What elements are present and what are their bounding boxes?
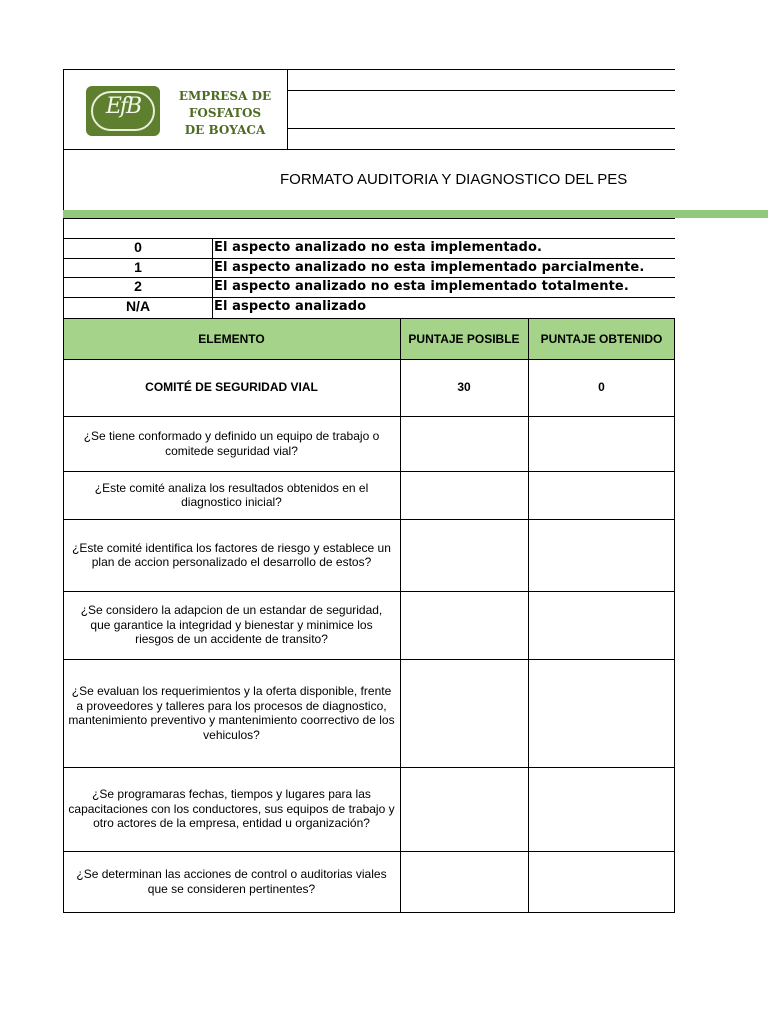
column-header-puntaje-obtenido: PUNTAJE OBTENIDO bbox=[540, 331, 663, 346]
logo-letters: EfB bbox=[105, 94, 141, 119]
question-row-6: ¿Se programaras fechas, tiempos y lugares para las capacitaciones con los conductores, sus equipos de trabajo y otro actores de la empresa, entidad u organización? bbox=[68, 787, 395, 831]
question-row-3: ¿Este comité identifica los factores de riesgo y establece un plan de accion personalizado el desarrollo de estos? bbox=[72, 540, 391, 569]
legend-desc-0: El aspecto analizado no esta implementado. bbox=[214, 240, 543, 255]
legend-code-0: 0 bbox=[134, 239, 142, 255]
legend-code-2: 2 bbox=[134, 278, 142, 294]
header-line-1 bbox=[287, 90, 675, 91]
section-puntaje-obtenido: 0 bbox=[598, 380, 605, 395]
question-row-5: ¿Se evaluan los requerimientos y la oferta disponible, frente a proveedores y talleres para los procesos de diagnostico, mantenimiento preventivo y mantenimiento coorrectivo de los vehiculos? bbox=[68, 684, 395, 742]
question-row-4: ¿Se considero la adapcion de un estandar de seguridad, que garantice la integridad y bienestar y minimice los riesgos de un accidente de transito? bbox=[80, 603, 383, 647]
section-puntaje-posible: 30 bbox=[457, 380, 471, 395]
company-name-line3: DE BOYACA bbox=[184, 123, 266, 137]
legend-desc-2: El aspecto analizado no esta implementado totalmente. bbox=[214, 279, 629, 294]
question-row-1: ¿Se tiene conformado y definido un equipo de trabajo o comitede seguridad vial? bbox=[83, 429, 380, 458]
section-element: COMITÉ DE SEGURIDAD VIAL bbox=[145, 380, 318, 395]
company-name-line1: EMPRESA DE bbox=[178, 89, 272, 103]
green-separator bbox=[63, 210, 768, 218]
column-header-puntaje-posible: PUNTAJE POSIBLE bbox=[408, 331, 520, 346]
legend-line-0 bbox=[63, 218, 675, 219]
legend-desc-1: El aspecto analizado no esta implementado parcialmente. bbox=[214, 260, 645, 275]
company-name bbox=[170, 88, 280, 139]
legend-code-1: 1 bbox=[134, 259, 142, 275]
header-border-left bbox=[63, 69, 64, 210]
header-line-3 bbox=[63, 149, 675, 150]
company-name-line2: FOSFATOS bbox=[188, 106, 262, 120]
header-line-2 bbox=[287, 128, 675, 129]
table-line-0 bbox=[63, 318, 675, 319]
header-divider bbox=[287, 69, 288, 149]
question-row-7: ¿Se determinan las acciones de control o auditorias viales que se consideren pertinentes? bbox=[76, 867, 387, 896]
question-row-2: ¿Este comité analiza los resultados obtenidos en el diagnostico inicial? bbox=[94, 480, 369, 509]
column-header-elemento: ELEMENTO bbox=[198, 331, 265, 346]
table-line-9 bbox=[63, 912, 675, 913]
header-border-top bbox=[63, 69, 675, 70]
legend-desc-3: El aspecto analizado bbox=[214, 299, 367, 314]
page-title: FORMATO AUDITORIA Y DIAGNOSTICO DEL PES bbox=[280, 171, 628, 188]
legend-code-3: N/A bbox=[125, 298, 151, 314]
